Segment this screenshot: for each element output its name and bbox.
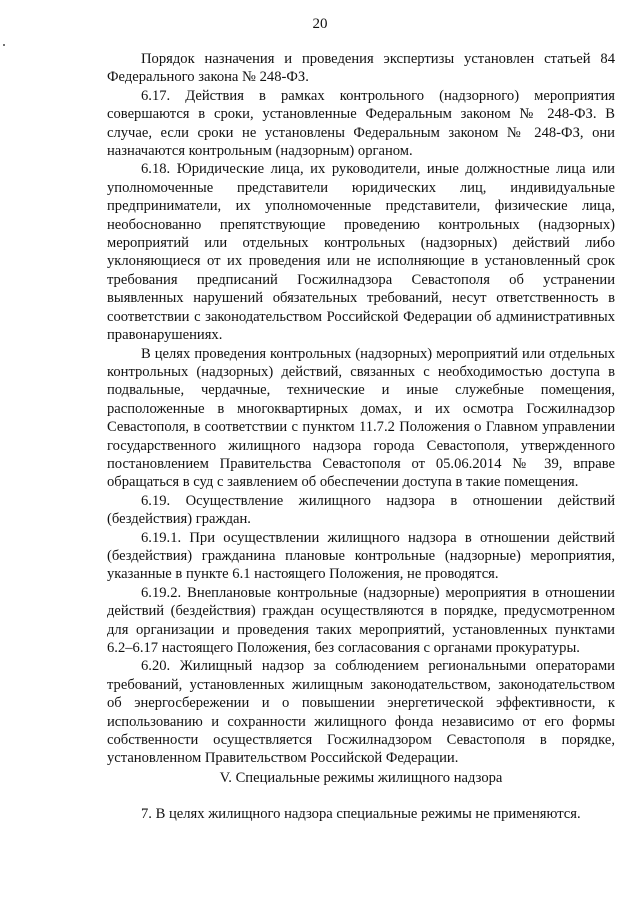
paragraph-6-19-2: 6.19.2. Внеплановые контрольные (надзорные) мероприятия в отношении действий (бездействия) граждан осуществляются в порядке, предусмотренном для организации и проведения таких мероприятий, установленных пунктами 6.2–6.17 настоящего Положения, без согласования с органами прокуратуры. <box>107 584 615 656</box>
paragraph-access-to-premises: В целях проведения контрольных (надзорных) мероприятий или отдельных контрольных (надзорных) действий, связанных с необходимостью доступа в подвальные, чердачные, технические и иные служебные помещения, расположенные в многоквартирных домах, и их осмотра Госжилнадзор Севастополя, в соответствии с пунктом 11.7.2 Положения о Главном управлении государственного жилищного надзора города Севастополя, утвержденного постановлением Правительства Севастополя от 05.06.2014 № 39, вправе обращаться в суд с заявлением об обеспечении доступа в такие помещения. <box>107 345 615 491</box>
paragraph-7: 7. В целях жилищного надзора специальные режимы не применяются. <box>141 806 581 823</box>
paragraph-6-19: 6.19. Осуществление жилищного надзора в отношении действий (бездействия) граждан. <box>107 492 615 528</box>
paragraph-expertise-procedure: Порядок назначения и проведения экспертизы установлен статьей 84 Федерального закона № 248-ФЗ. <box>107 51 615 86</box>
paragraph-6-17: 6.17. Действия в рамках контрольного (надзорного) мероприятия совершаются в сроки, установленные Федеральным законом № 248-ФЗ. В случае, если сроки не установлены Федеральным законом № 248-ФЗ, они назначаются контрольным (надзорным) органом. <box>107 87 615 160</box>
section-spacer <box>107 787 615 805</box>
page-number: 20 <box>312 16 328 32</box>
document-body <box>107 50 615 824</box>
paragraph-6-20: 6.20. Жилищный надзор за соблюдением региональными операторами требований, установленных жилищным законодательством, законодательством об энергосбережении и о повышении энергетической эффективности, к использованию и сохранности жилищного фонда независимо от его формы собственности осуществляется Госжилнадзором Севастополя в порядке, установленном Правительством Российской Федерации. <box>107 658 615 767</box>
paragraph-6-19-1: 6.19.1. При осуществлении жилищного надзора в отношении действий (бездействия) гражданина плановые контрольные (надзорные) мероприятия, указанные в пункте 6.1 настоящего Положения, не проводятся. <box>107 529 615 583</box>
paragraph-6-18: 6.18. Юридические лица, их руководители, иные должностные лица или уполномоченные представители юридических лиц, индивидуальные предприниматели, их уполномоченные представители, физические лица, необоснованно препятствующие проведению контрольных (надзорных) мероприятий или отдельных контрольных (надзорных) действий либо уклоняющиеся от их проведения или не исполняющие в установленный срок требования предписаний Госжилнадзора Севастополя об устранении выявленных нарушений обязательных требований, несут ответственность в соответствии с законодательством Российской Федерации об административных правонарушениях. <box>107 161 615 344</box>
margin-mark <box>3 44 5 46</box>
section-heading: V. Специальные режимы жилищного надзора <box>219 769 503 786</box>
